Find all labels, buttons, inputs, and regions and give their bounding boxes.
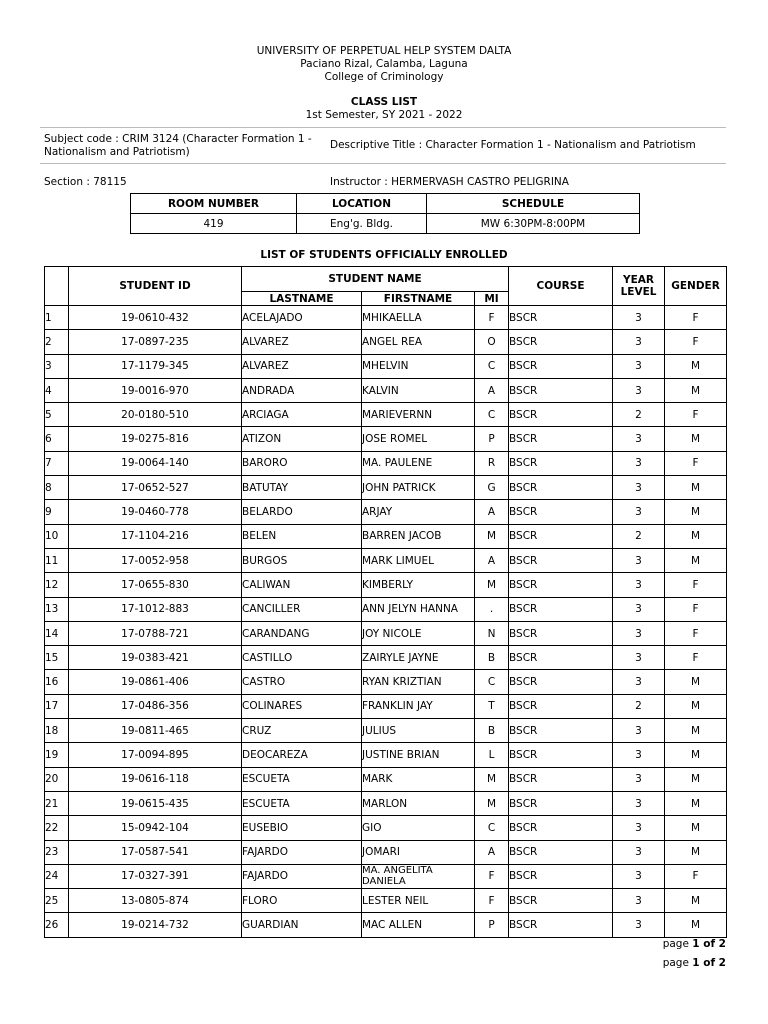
firstname-cell: GIO — [362, 816, 475, 840]
course-cell: BSCR — [509, 816, 613, 840]
student-id-cell: 17-0897-235 — [69, 330, 242, 354]
gender-cell: F — [665, 597, 727, 621]
course-cell: BSCR — [509, 354, 613, 378]
gender-cell: M — [665, 500, 727, 524]
firstname-cell: RYAN KRIZTIAN — [362, 670, 475, 694]
page-value: 1 of 2 — [692, 938, 726, 950]
room-number-header: ROOM NUMBER — [131, 194, 297, 214]
row-number-cell: 23 — [45, 840, 69, 864]
lastname-cell: CANCILLER — [242, 597, 362, 621]
student-name-header: STUDENT NAME — [242, 267, 509, 292]
table-row — [45, 378, 727, 402]
firstname-cell: MHIKAELLA — [362, 306, 475, 330]
lastname-cell: ESCUETA — [242, 767, 362, 791]
table-row — [45, 889, 727, 913]
table-row — [45, 330, 727, 354]
year-level-cell: 3 — [613, 889, 665, 913]
lastname-cell: CASTILLO — [242, 646, 362, 670]
firstname-cell: MARIEVERNN — [362, 403, 475, 427]
middle-initial-cell: A — [475, 378, 509, 402]
middle-initial-cell: N — [475, 621, 509, 645]
year-level-cell: 3 — [613, 476, 665, 500]
firstname-cell: MA. ANGELITA DANIELA — [362, 864, 475, 888]
lastname-cell: FAJARDO — [242, 864, 362, 888]
course-cell: BSCR — [509, 451, 613, 475]
course-cell: BSCR — [509, 743, 613, 767]
lastname-header: LASTNAME — [242, 292, 362, 306]
page-prefix: page — [662, 938, 689, 950]
gender-cell: F — [665, 451, 727, 475]
row-number-cell: 15 — [45, 646, 69, 670]
gender-cell: M — [665, 767, 727, 791]
table-row — [45, 597, 727, 621]
year-level-cell: 3 — [613, 670, 665, 694]
year-level-cell: 3 — [613, 621, 665, 645]
lastname-cell: ARCIAGA — [242, 403, 362, 427]
gender-cell: F — [665, 306, 727, 330]
table-row — [45, 646, 727, 670]
gender-cell: M — [665, 670, 727, 694]
row-number-cell: 22 — [45, 816, 69, 840]
table-row — [45, 306, 727, 330]
middle-initial-cell: P — [475, 427, 509, 451]
lastname-cell: ATIZON — [242, 427, 362, 451]
location-value: Eng'g. Bldg. — [297, 214, 427, 234]
lastname-cell: GUARDIAN — [242, 913, 362, 937]
lastname-cell: ACELAJADO — [242, 306, 362, 330]
student-id-cell: 15-0942-104 — [69, 816, 242, 840]
year-level-cell: 3 — [613, 743, 665, 767]
descriptive-title: Descriptive Title : Character Formation 1 - Nationalism and Patriotism — [330, 139, 696, 151]
course-cell: BSCR — [509, 670, 613, 694]
gender-cell: M — [665, 524, 727, 548]
student-id-cell: 17-0486-356 — [69, 694, 242, 718]
table-row — [45, 548, 727, 572]
year-level-cell: 3 — [613, 427, 665, 451]
gender-cell: M — [665, 791, 727, 815]
middle-initial-cell: A — [475, 840, 509, 864]
students-table — [44, 266, 727, 938]
row-number-cell: 14 — [45, 621, 69, 645]
table-row — [45, 719, 727, 743]
student-id-cell: 17-0052-958 — [69, 548, 242, 572]
subject-code-line1: Subject code : CRIM 3124 (Character Formation 1 - — [44, 133, 312, 145]
lastname-cell: FLORO — [242, 889, 362, 913]
middle-initial-cell: C — [475, 354, 509, 378]
gender-cell: F — [665, 864, 727, 888]
middle-initial-cell: F — [475, 864, 509, 888]
year-level-header-line1: YEAR — [623, 274, 655, 286]
college-name: College of Criminology — [324, 71, 444, 83]
table-row — [45, 840, 727, 864]
year-level-cell: 3 — [613, 597, 665, 621]
course-cell: BSCR — [509, 378, 613, 402]
table-row — [45, 476, 727, 500]
lastname-cell: ESCUETA — [242, 791, 362, 815]
firstname-cell: JULIUS — [362, 719, 475, 743]
lastname-cell: EUSEBIO — [242, 816, 362, 840]
course-cell: BSCR — [509, 913, 613, 937]
firstname-cell: JOSE ROMEL — [362, 427, 475, 451]
firstname-cell: FRANKLIN JAY — [362, 694, 475, 718]
course-cell: BSCR — [509, 840, 613, 864]
lastname-cell: BELARDO — [242, 500, 362, 524]
student-id-header: STUDENT ID — [69, 267, 242, 306]
document-title: CLASS LIST — [350, 96, 418, 108]
student-id-cell: 19-0275-816 — [69, 427, 242, 451]
course-cell: BSCR — [509, 889, 613, 913]
row-number-cell: 20 — [45, 767, 69, 791]
table-row — [45, 354, 727, 378]
student-id-cell: 20-0180-510 — [69, 403, 242, 427]
firstname-cell: MARK LIMUEL — [362, 548, 475, 572]
firstname-cell: MHELVIN — [362, 354, 475, 378]
table-row — [45, 694, 727, 718]
lastname-cell: BELEN — [242, 524, 362, 548]
year-level-cell: 2 — [613, 524, 665, 548]
row-number-cell: 12 — [45, 573, 69, 597]
student-id-cell: 19-0811-465 — [69, 719, 242, 743]
course-cell: BSCR — [509, 646, 613, 670]
schedule-value: MW 6:30PM-8:00PM — [427, 214, 640, 234]
table-row — [45, 403, 727, 427]
lastname-cell: CALIWAN — [242, 573, 362, 597]
course-cell: BSCR — [509, 694, 613, 718]
lastname-cell: COLINARES — [242, 694, 362, 718]
table-row — [45, 791, 727, 815]
gender-cell: M — [665, 889, 727, 913]
page-value: 1 of 2 — [692, 957, 726, 969]
row-number-cell: 18 — [45, 719, 69, 743]
section-label: Section : 78115 — [44, 176, 127, 188]
room-table — [130, 193, 640, 234]
table-row — [45, 500, 727, 524]
table-row — [45, 913, 727, 937]
student-id-cell: 17-1104-216 — [69, 524, 242, 548]
middle-initial-cell: M — [475, 524, 509, 548]
row-number-cell: 2 — [45, 330, 69, 354]
schedule-header: SCHEDULE — [427, 194, 640, 214]
list-title: LIST OF STUDENTS OFFICIALLY ENROLLED — [260, 249, 508, 261]
year-level-cell: 2 — [613, 694, 665, 718]
lastname-cell: ALVAREZ — [242, 354, 362, 378]
course-cell: BSCR — [509, 791, 613, 815]
student-id-cell: 19-0615-435 — [69, 791, 242, 815]
row-number-cell: 8 — [45, 476, 69, 500]
course-cell: BSCR — [509, 306, 613, 330]
student-id-cell: 17-0788-721 — [69, 621, 242, 645]
gender-header: GENDER — [665, 267, 727, 306]
gender-cell: M — [665, 719, 727, 743]
student-id-cell: 17-0652-527 — [69, 476, 242, 500]
firstname-cell: JOY NICOLE — [362, 621, 475, 645]
year-level-cell: 3 — [613, 913, 665, 937]
page-prefix: page — [662, 957, 689, 969]
firstname-cell: JUSTINE BRIAN — [362, 743, 475, 767]
gender-cell: M — [665, 548, 727, 572]
year-level-cell: 3 — [613, 767, 665, 791]
year-level-cell: 3 — [613, 573, 665, 597]
year-level-header — [613, 267, 665, 306]
table-row — [45, 451, 727, 475]
year-level-cell: 3 — [613, 451, 665, 475]
gender-cell: F — [665, 621, 727, 645]
firstname-cell: MARK — [362, 767, 475, 791]
course-cell: BSCR — [509, 524, 613, 548]
gender-cell: F — [665, 646, 727, 670]
course-cell: BSCR — [509, 767, 613, 791]
course-cell: BSCR — [509, 719, 613, 743]
middle-initial-cell: C — [475, 816, 509, 840]
row-number-cell: 25 — [45, 889, 69, 913]
year-level-cell: 3 — [613, 646, 665, 670]
middle-initial-cell: A — [475, 500, 509, 524]
firstname-cell: BARREN JACOB — [362, 524, 475, 548]
lastname-cell: CARANDANG — [242, 621, 362, 645]
gender-cell: F — [665, 573, 727, 597]
lastname-cell: BURGOS — [242, 548, 362, 572]
firstname-cell: KALVIN — [362, 378, 475, 402]
row-number-cell: 6 — [45, 427, 69, 451]
row-number-cell: 16 — [45, 670, 69, 694]
row-number-cell: 13 — [45, 597, 69, 621]
student-id-cell: 19-0383-421 — [69, 646, 242, 670]
lastname-cell: BARORO — [242, 451, 362, 475]
firstname-cell: LESTER NEIL — [362, 889, 475, 913]
row-number-cell: 11 — [45, 548, 69, 572]
firstname-cell: ANN JELYN HANNA — [362, 597, 475, 621]
middle-initial-cell: B — [475, 646, 509, 670]
row-number-cell: 9 — [45, 500, 69, 524]
year-level-cell: 3 — [613, 719, 665, 743]
university-address: Paciano Rizal, Calamba, Laguna — [300, 58, 468, 70]
year-level-cell: 3 — [613, 306, 665, 330]
middle-initial-cell: M — [475, 791, 509, 815]
middle-initial-cell: C — [475, 403, 509, 427]
gender-cell: M — [665, 816, 727, 840]
gender-cell: M — [665, 476, 727, 500]
gender-cell: M — [665, 743, 727, 767]
room-number-value: 419 — [131, 214, 297, 234]
student-id-cell: 17-1179-345 — [69, 354, 242, 378]
student-id-cell: 19-0460-778 — [69, 500, 242, 524]
page-indicator-1 — [663, 938, 726, 950]
gender-cell: M — [665, 840, 727, 864]
middle-initial-cell: P — [475, 913, 509, 937]
instructor-label: Instructor : HERMERVASH CASTRO PELIGRINA — [330, 176, 569, 188]
lastname-cell: FAJARDO — [242, 840, 362, 864]
course-cell: BSCR — [509, 621, 613, 645]
lastname-cell: DEOCAREZA — [242, 743, 362, 767]
year-level-cell: 2 — [613, 403, 665, 427]
course-cell: BSCR — [509, 427, 613, 451]
course-cell: BSCR — [509, 330, 613, 354]
year-level-cell: 3 — [613, 816, 665, 840]
student-id-cell: 17-0587-541 — [69, 840, 242, 864]
student-id-cell: 19-0214-732 — [69, 913, 242, 937]
subject-code-line2: Nationalism and Patriotism) — [44, 146, 190, 158]
table-row — [45, 864, 727, 888]
firstname-cell: JOMARI — [362, 840, 475, 864]
middle-initial-cell: O — [475, 330, 509, 354]
student-id-cell: 17-0655-830 — [69, 573, 242, 597]
location-header: LOCATION — [297, 194, 427, 214]
student-id-cell: 17-0094-895 — [69, 743, 242, 767]
firstname-cell: KIMBERLY — [362, 573, 475, 597]
row-number-cell: 26 — [45, 913, 69, 937]
lastname-cell: ANDRADA — [242, 378, 362, 402]
gender-cell: M — [665, 427, 727, 451]
row-number-cell: 1 — [45, 306, 69, 330]
course-header: COURSE — [509, 267, 613, 306]
year-level-cell: 3 — [613, 840, 665, 864]
firstname-cell: MARLON — [362, 791, 475, 815]
year-level-cell: 3 — [613, 500, 665, 524]
course-cell: BSCR — [509, 573, 613, 597]
student-id-cell: 19-0610-432 — [69, 306, 242, 330]
middle-initial-cell: A — [475, 548, 509, 572]
lastname-cell: BATUTAY — [242, 476, 362, 500]
firstname-header: FIRSTNAME — [362, 292, 475, 306]
firstname-cell: MA. PAULENE — [362, 451, 475, 475]
divider-top — [40, 127, 726, 128]
student-id-cell: 19-0064-140 — [69, 451, 242, 475]
row-number-cell: 3 — [45, 354, 69, 378]
table-row — [45, 524, 727, 548]
student-id-cell: 13-0805-874 — [69, 889, 242, 913]
row-number-cell: 5 — [45, 403, 69, 427]
year-level-header-line2: LEVEL — [620, 286, 657, 298]
lastname-cell: CRUZ — [242, 719, 362, 743]
row-number-cell: 24 — [45, 864, 69, 888]
year-level-cell: 3 — [613, 354, 665, 378]
university-name: UNIVERSITY OF PERPETUAL HELP SYSTEM DALTA — [256, 45, 512, 57]
row-number-cell: 10 — [45, 524, 69, 548]
year-level-cell: 3 — [613, 791, 665, 815]
firstname-cell: MAC ALLEN — [362, 913, 475, 937]
student-id-cell: 19-0016-970 — [69, 378, 242, 402]
course-cell: BSCR — [509, 548, 613, 572]
student-id-cell: 19-0616-118 — [69, 767, 242, 791]
middle-initial-cell: F — [475, 889, 509, 913]
table-row — [45, 621, 727, 645]
firstname-cell: ZAIRYLE JAYNE — [362, 646, 475, 670]
lastname-cell: ALVAREZ — [242, 330, 362, 354]
year-level-cell: 3 — [613, 330, 665, 354]
gender-cell: F — [665, 403, 727, 427]
year-level-cell: 3 — [613, 864, 665, 888]
gender-cell: M — [665, 694, 727, 718]
middle-initial-cell: T — [475, 694, 509, 718]
gender-cell: M — [665, 913, 727, 937]
middle-initial-cell: G — [475, 476, 509, 500]
row-number-cell: 17 — [45, 694, 69, 718]
middle-initial-cell: C — [475, 670, 509, 694]
middle-initial-cell: M — [475, 767, 509, 791]
middle-initial-cell: R — [475, 451, 509, 475]
firstname-cell: ARJAY — [362, 500, 475, 524]
page-indicator-2 — [663, 957, 726, 969]
row-number-cell: 21 — [45, 791, 69, 815]
mi-header: MI — [475, 292, 509, 306]
row-number-cell: 7 — [45, 451, 69, 475]
table-row — [45, 573, 727, 597]
course-cell: BSCR — [509, 403, 613, 427]
table-row — [45, 427, 727, 451]
table-row — [45, 743, 727, 767]
row-number-header — [45, 267, 69, 306]
course-cell: BSCR — [509, 500, 613, 524]
lastname-cell: CASTRO — [242, 670, 362, 694]
middle-initial-cell: B — [475, 719, 509, 743]
row-number-cell: 19 — [45, 743, 69, 767]
table-row — [45, 816, 727, 840]
student-id-cell: 19-0861-406 — [69, 670, 242, 694]
gender-cell: M — [665, 378, 727, 402]
year-level-cell: 3 — [613, 548, 665, 572]
middle-initial-cell: M — [475, 573, 509, 597]
middle-initial-cell: . — [475, 597, 509, 621]
student-id-cell: 17-0327-391 — [69, 864, 242, 888]
year-level-cell: 3 — [613, 378, 665, 402]
table-row — [45, 670, 727, 694]
course-cell: BSCR — [509, 476, 613, 500]
student-id-cell: 17-1012-883 — [69, 597, 242, 621]
firstname-cell: ANGEL REA — [362, 330, 475, 354]
semester-label: 1st Semester, SY 2021 - 2022 — [305, 109, 463, 121]
table-row — [45, 767, 727, 791]
gender-cell: F — [665, 330, 727, 354]
divider-bottom — [40, 163, 726, 164]
course-cell: BSCR — [509, 597, 613, 621]
course-cell: BSCR — [509, 864, 613, 888]
firstname-cell: JOHN PATRICK — [362, 476, 475, 500]
middle-initial-cell: F — [475, 306, 509, 330]
middle-initial-cell: L — [475, 743, 509, 767]
row-number-cell: 4 — [45, 378, 69, 402]
gender-cell: M — [665, 354, 727, 378]
